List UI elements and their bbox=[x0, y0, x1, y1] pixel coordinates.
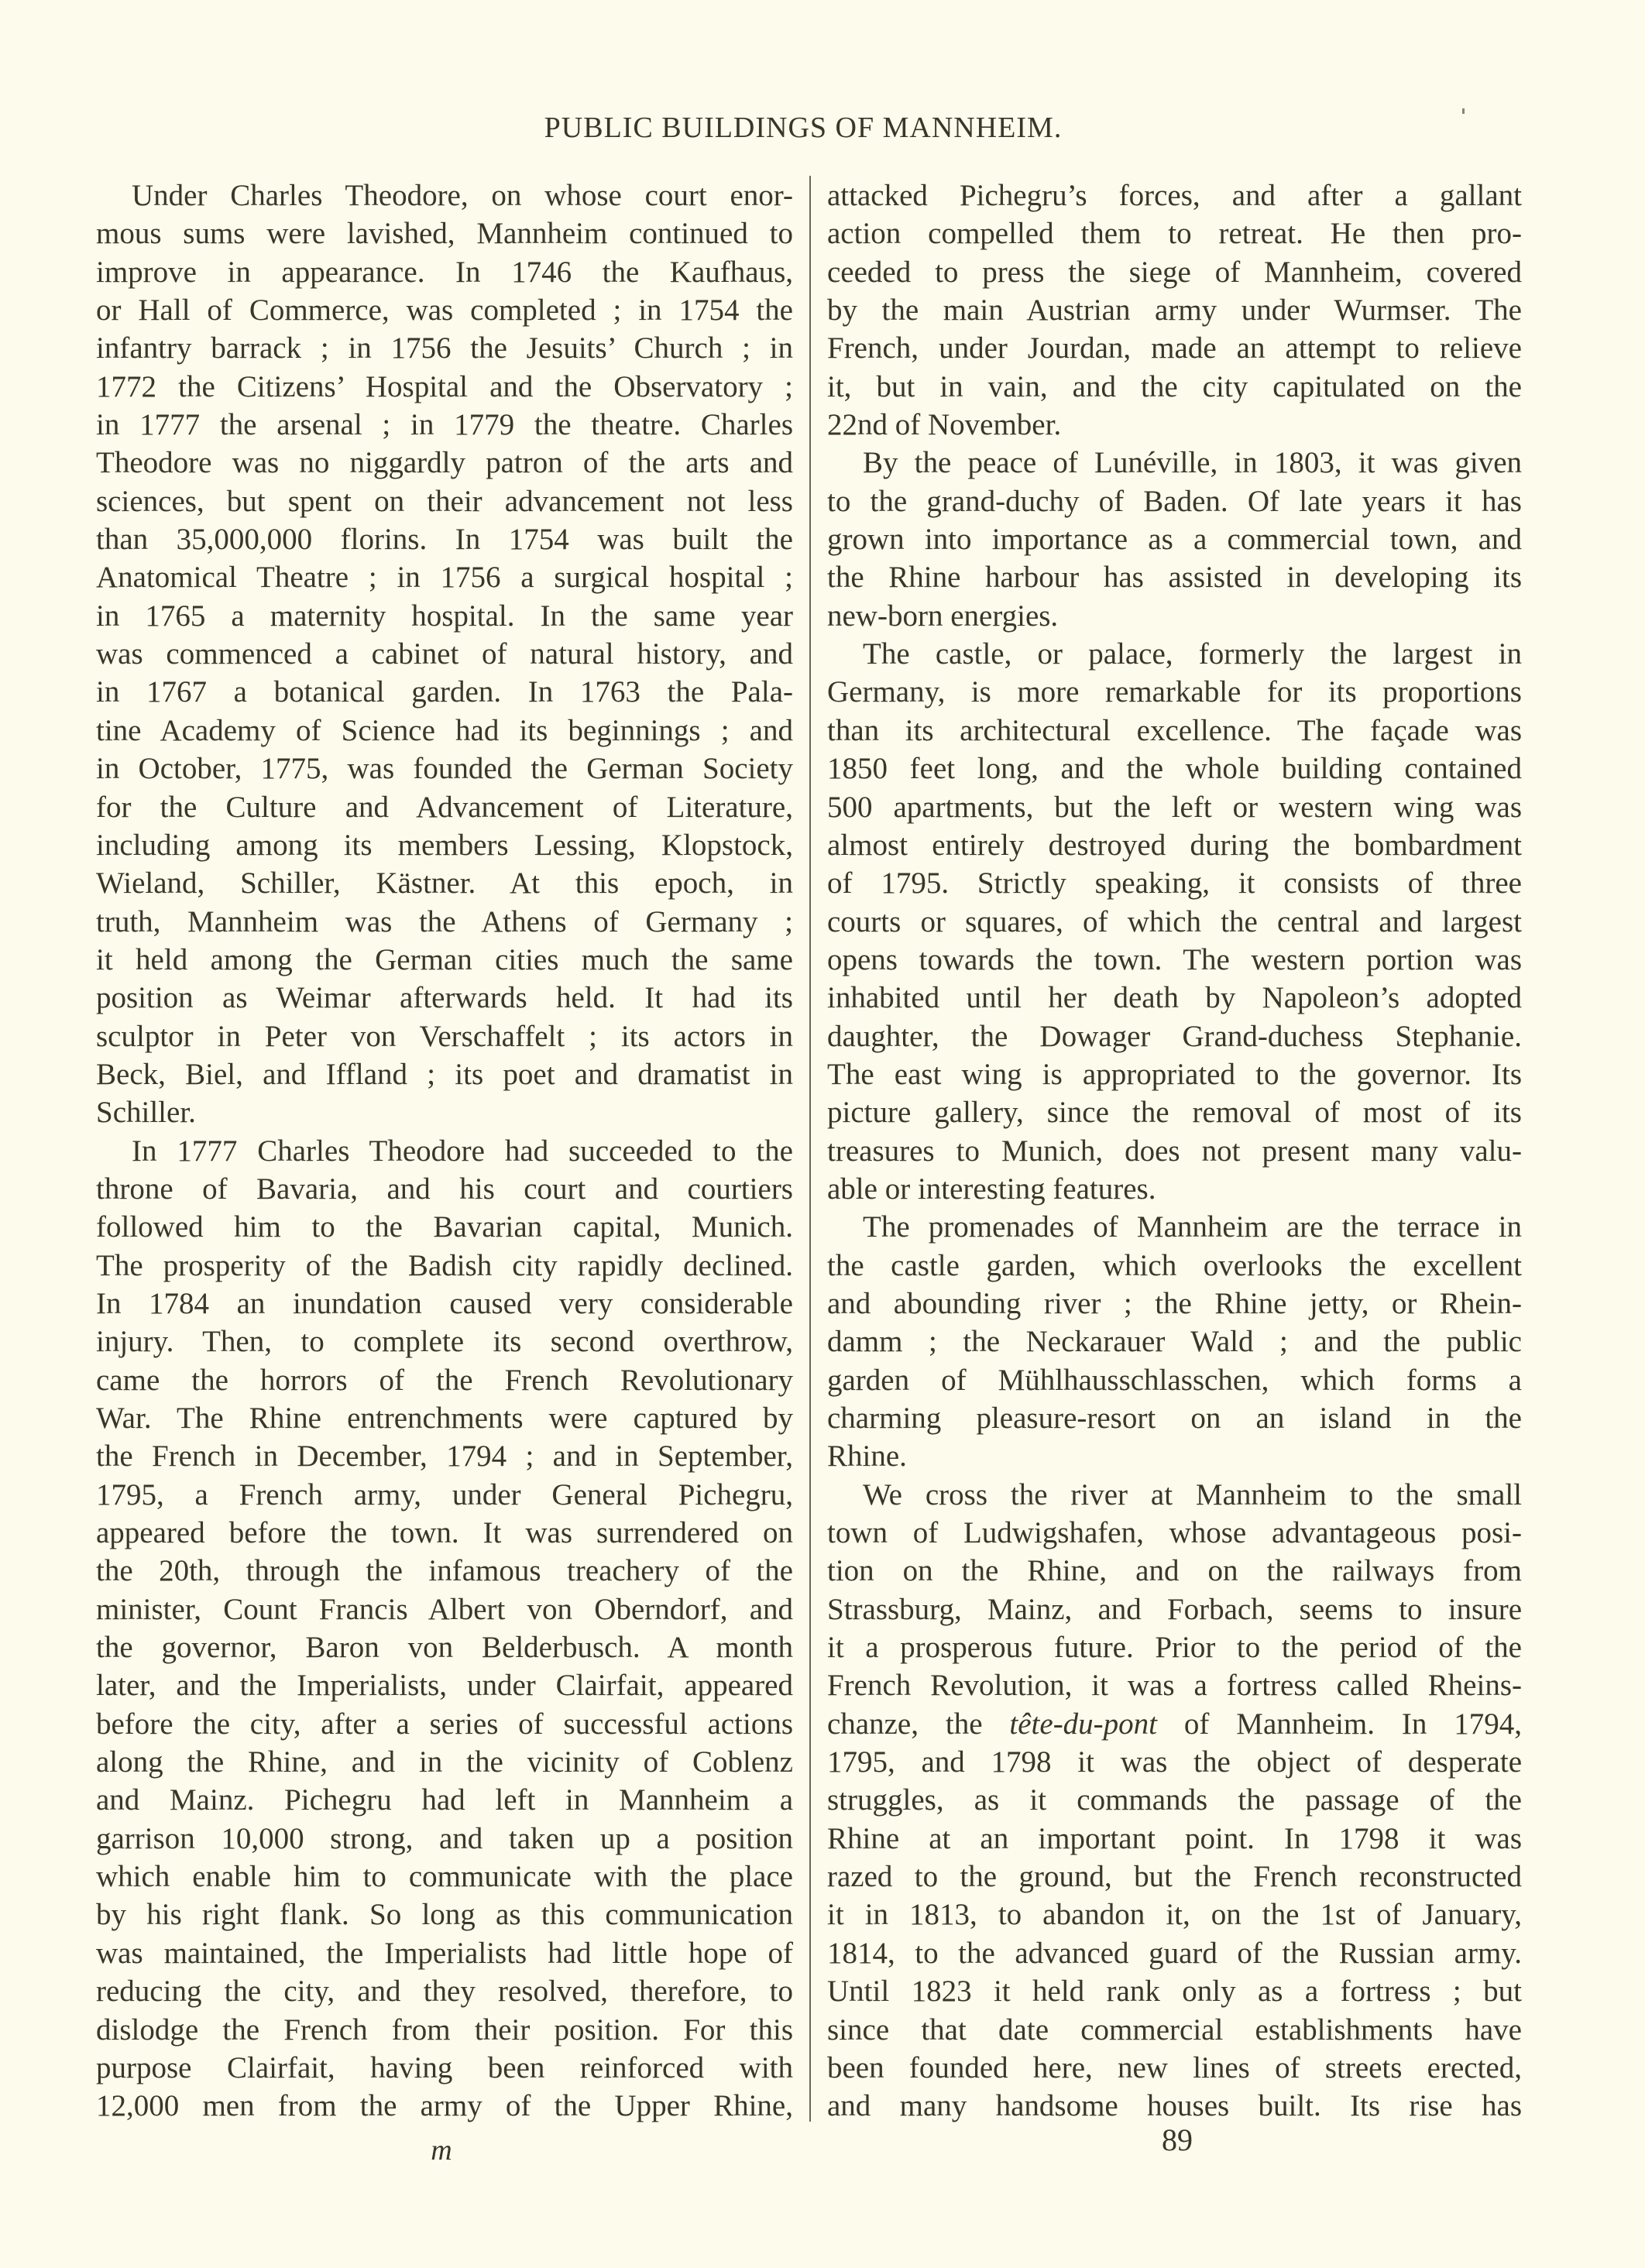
text-line: was commenced a cabinet of natural history, and bbox=[96, 637, 793, 671]
text-line: almost entirely destroyed during the bombardment bbox=[827, 828, 1522, 862]
text-line: which enable him to communicate with the place bbox=[96, 1860, 793, 1894]
page-number: 89 bbox=[1162, 2122, 1193, 2157]
text-line: sculptor in Peter von Verschaffelt ; its actors in bbox=[96, 1019, 793, 1053]
text-line bbox=[827, 1705, 1522, 1743]
text-segment: chanze, the bbox=[827, 1707, 1010, 1741]
text-line: came the horrors of the French Revolutionary bbox=[96, 1363, 793, 1397]
text-line: before the city, after a series of successful actions bbox=[96, 1707, 793, 1741]
text-line: in October, 1775, was founded the German Society bbox=[96, 752, 793, 786]
text-line: and many handsome houses built. Its rise has bbox=[827, 2089, 1522, 2123]
text-line: 500 apartments, but the left or western wing was bbox=[827, 790, 1522, 824]
text-line: Schiller. bbox=[96, 1096, 196, 1130]
text-line: damm ; the Neckarauer Wald ; and the public bbox=[827, 1325, 1522, 1359]
text-line: Beck, Biel, and Iffland ; its poet and dramatist in bbox=[96, 1057, 793, 1091]
text-line: In 1784 an inundation caused very considerable bbox=[96, 1286, 793, 1320]
text-line: action compelled them to retreat. He then pro- bbox=[827, 217, 1522, 251]
text-line: Rhine. bbox=[827, 1439, 907, 1474]
text-line: attacked Pichegru’s forces, and after a gallant bbox=[827, 179, 1522, 212]
text-line: We cross the river at Mannheim to the small bbox=[863, 1477, 1522, 1511]
text-line: to the grand-duchy of Baden. Of late years it has bbox=[827, 484, 1522, 518]
text-line: Strassburg, Mainz, and Forbach, seems to insure bbox=[827, 1592, 1522, 1626]
text-line: improve in appearance. In 1746 the Kaufhaus, bbox=[96, 255, 793, 289]
text-line: ceeded to press the siege of Mannheim, covered bbox=[827, 255, 1522, 289]
text-line: 1772 the Citizens’ Hospital and the Observatory ; bbox=[96, 369, 793, 403]
text-line: By the peace of Lunéville, in 1803, it was given bbox=[863, 446, 1522, 480]
text-line: and abounding river ; the Rhine jetty, or Rhein- bbox=[827, 1286, 1522, 1320]
text-line: for the Culture and Advancement of Literature, bbox=[96, 790, 793, 824]
text-line: In 1777 Charles Theodore had succeeded to the bbox=[132, 1134, 793, 1168]
text-line: reducing the city, and they resolved, therefore, to bbox=[96, 1975, 793, 2009]
text-line: than 35,000,000 florins. In 1754 was built the bbox=[96, 523, 793, 557]
text-line: French, under Jourdan, made an attempt to relieve bbox=[827, 331, 1522, 365]
right-column bbox=[827, 177, 1522, 2126]
text-line: 1814, to the advanced guard of the Russian army. bbox=[827, 1936, 1522, 1970]
text-line: new-born energies. bbox=[827, 599, 1059, 633]
text-line: treasures to Munich, does not present many valu- bbox=[827, 1134, 1522, 1168]
text-line: mous sums were lavished, Mannheim continued to bbox=[96, 217, 793, 251]
running-header: PUBLIC BUILDINGS OF MANNHEIM. bbox=[544, 112, 1063, 144]
text-line: Anatomical Theatre ; in 1756 a surgical hospital ; bbox=[96, 561, 793, 595]
text-line: The promenades of Mannheim are the terrace in bbox=[863, 1210, 1522, 1244]
text-line: opens towards the town. The western portion was bbox=[827, 942, 1522, 976]
text-line: French Revolution, it was a fortress called Rheins- bbox=[827, 1669, 1522, 1703]
text-line: garden of Mühlhausschlasschen, which forms a bbox=[827, 1363, 1522, 1397]
text-line: 1850 feet long, and the whole building contained bbox=[827, 752, 1522, 786]
left-column bbox=[96, 177, 793, 2126]
text-line: minister, Count Francis Albert von Oberndorf, and bbox=[96, 1592, 793, 1626]
text-line: since that date commercial establishments have bbox=[827, 2012, 1522, 2047]
text-line: it, but in vain, and the city capitulated on the bbox=[827, 369, 1522, 403]
text-line: later, and the Imperialists, under Clairfait, appeared bbox=[96, 1669, 793, 1703]
text-line: Rhine at an important point. In 1798 it was bbox=[827, 1821, 1522, 1855]
text-line: it a prosperous future. Prior to the period of the bbox=[827, 1631, 1522, 1665]
text-line: The east wing is appropriated to the governor. Its bbox=[827, 1057, 1522, 1091]
text-line: in 1765 a maternity hospital. In the same year bbox=[96, 599, 793, 633]
text-line: The castle, or palace, formerly the largest in bbox=[863, 637, 1522, 671]
text-line: sciences, but spent on their advancement not less bbox=[96, 484, 793, 518]
text-line: truth, Mannheim was the Athens of Germany ; bbox=[96, 904, 793, 938]
text-line: along the Rhine, and in the vicinity of Coblenz bbox=[96, 1745, 793, 1779]
text-line: the castle garden, which overlooks the excellent bbox=[827, 1248, 1522, 1282]
text-line: was maintained, the Imperialists had little hope of bbox=[96, 1936, 793, 1970]
text-line: than its architectural excellence. The façade was bbox=[827, 713, 1522, 747]
text-line: injury. Then, to complete its second overthrow, bbox=[96, 1325, 793, 1359]
text-line: courts or squares, of which the central and largest bbox=[827, 904, 1522, 938]
text-line: 22nd of November. bbox=[827, 408, 1062, 442]
text-line: The prosperity of the Badish city rapidly declined. bbox=[96, 1248, 793, 1282]
text-line: able or interesting features. bbox=[827, 1172, 1156, 1206]
text-line: 12,000 men from the army of the Upper Rhine, bbox=[96, 2089, 793, 2123]
text-line: been founded here, new lines of streets erected, bbox=[827, 2050, 1522, 2084]
text-line: position as Weimar afterwards held. It had its bbox=[96, 981, 793, 1015]
text-line: Theodore was no niggardly patron of the arts and bbox=[96, 446, 793, 480]
ink-speck bbox=[1462, 108, 1465, 114]
text-line: of 1795. Strictly speaking, it consists of three bbox=[827, 866, 1522, 901]
text-line: or Hall of Commerce, was completed ; in 1754 the bbox=[96, 293, 793, 328]
text-line: Germany, is more remarkable for its proportions bbox=[827, 675, 1522, 709]
text-line: by his right flank. So long as this communication bbox=[96, 1898, 793, 1932]
signature-mark: m bbox=[431, 2134, 452, 2167]
text-line: it held among the German cities much the same bbox=[96, 942, 793, 976]
text-line: struggles, as it commands the passage of the bbox=[827, 1783, 1522, 1817]
text-line: charming pleasure-resort on an island in the bbox=[827, 1402, 1522, 1435]
text-line: Until 1823 it held rank only as a fortress ; but bbox=[827, 1975, 1522, 2009]
text-line: tion on the Rhine, and on the railways from bbox=[827, 1554, 1522, 1588]
text-line: in 1767 a botanical garden. In 1763 the Pala- bbox=[96, 675, 793, 709]
text-segment: of Mannheim. In 1794, bbox=[1157, 1707, 1522, 1741]
text-line: the Rhine harbour has assisted in developing its bbox=[827, 561, 1522, 595]
text-line: the governor, Baron von Belderbusch. A month bbox=[96, 1631, 793, 1665]
text-line: grown into importance as a commercial town, and bbox=[827, 523, 1522, 557]
text-line: infantry barrack ; in 1756 the Jesuits’ Church ; in bbox=[96, 331, 793, 365]
text-line: razed to the ground, but the French reconstructed bbox=[827, 1860, 1522, 1894]
text-line: throne of Bavaria, and his court and courtiers bbox=[96, 1172, 793, 1206]
text-line: the 20th, through the infamous treachery of the bbox=[96, 1554, 793, 1588]
text-line: purpose Clairfait, having been reinforced with bbox=[96, 2050, 793, 2084]
text-line: Wieland, Schiller, Kästner. At this epoch, in bbox=[96, 866, 793, 901]
text-line: picture gallery, since the removal of most of its bbox=[827, 1096, 1522, 1130]
text-line: followed him to the Bavarian capital, Munich. bbox=[96, 1210, 793, 1244]
italic-phrase: tête-du-pont bbox=[1009, 1707, 1158, 1741]
text-line: appeared before the town. It was surrendered on bbox=[96, 1516, 793, 1550]
text-line: 1795, a French army, under General Pichegru, bbox=[96, 1477, 793, 1511]
column-divider bbox=[809, 176, 811, 2122]
text-line: daughter, the Dowager Grand-duchess Stephanie. bbox=[827, 1019, 1522, 1053]
text-line: Under Charles Theodore, on whose court enor- bbox=[132, 179, 793, 212]
text-line: the French in December, 1794 ; and in September, bbox=[96, 1439, 793, 1474]
text-line: and Mainz. Pichegru had left in Mannheim a bbox=[96, 1783, 793, 1817]
text-line: in 1777 the arsenal ; in 1779 the theatre. Charles bbox=[96, 408, 793, 442]
text-line: garrison 10,000 strong, and taken up a position bbox=[96, 1821, 793, 1855]
text-line: inhabited until her death by Napoleon’s adopted bbox=[827, 981, 1522, 1015]
text-line: 1795, and 1798 it was the object of desperate bbox=[827, 1745, 1522, 1779]
text-line: dislodge the French from their position. For this bbox=[96, 2012, 793, 2047]
text-line: War. The Rhine entrenchments were captured by bbox=[96, 1402, 793, 1435]
text-line: by the main Austrian army under Wurmser. The bbox=[827, 293, 1522, 328]
text-line: town of Ludwigshafen, whose advantageous posi- bbox=[827, 1516, 1522, 1550]
text-line: it in 1813, to abandon it, on the 1st of January, bbox=[827, 1898, 1522, 1932]
text-line: including among its members Lessing, Klopstock, bbox=[96, 828, 793, 862]
text-line: tine Academy of Science had its beginnings ; and bbox=[96, 713, 793, 747]
